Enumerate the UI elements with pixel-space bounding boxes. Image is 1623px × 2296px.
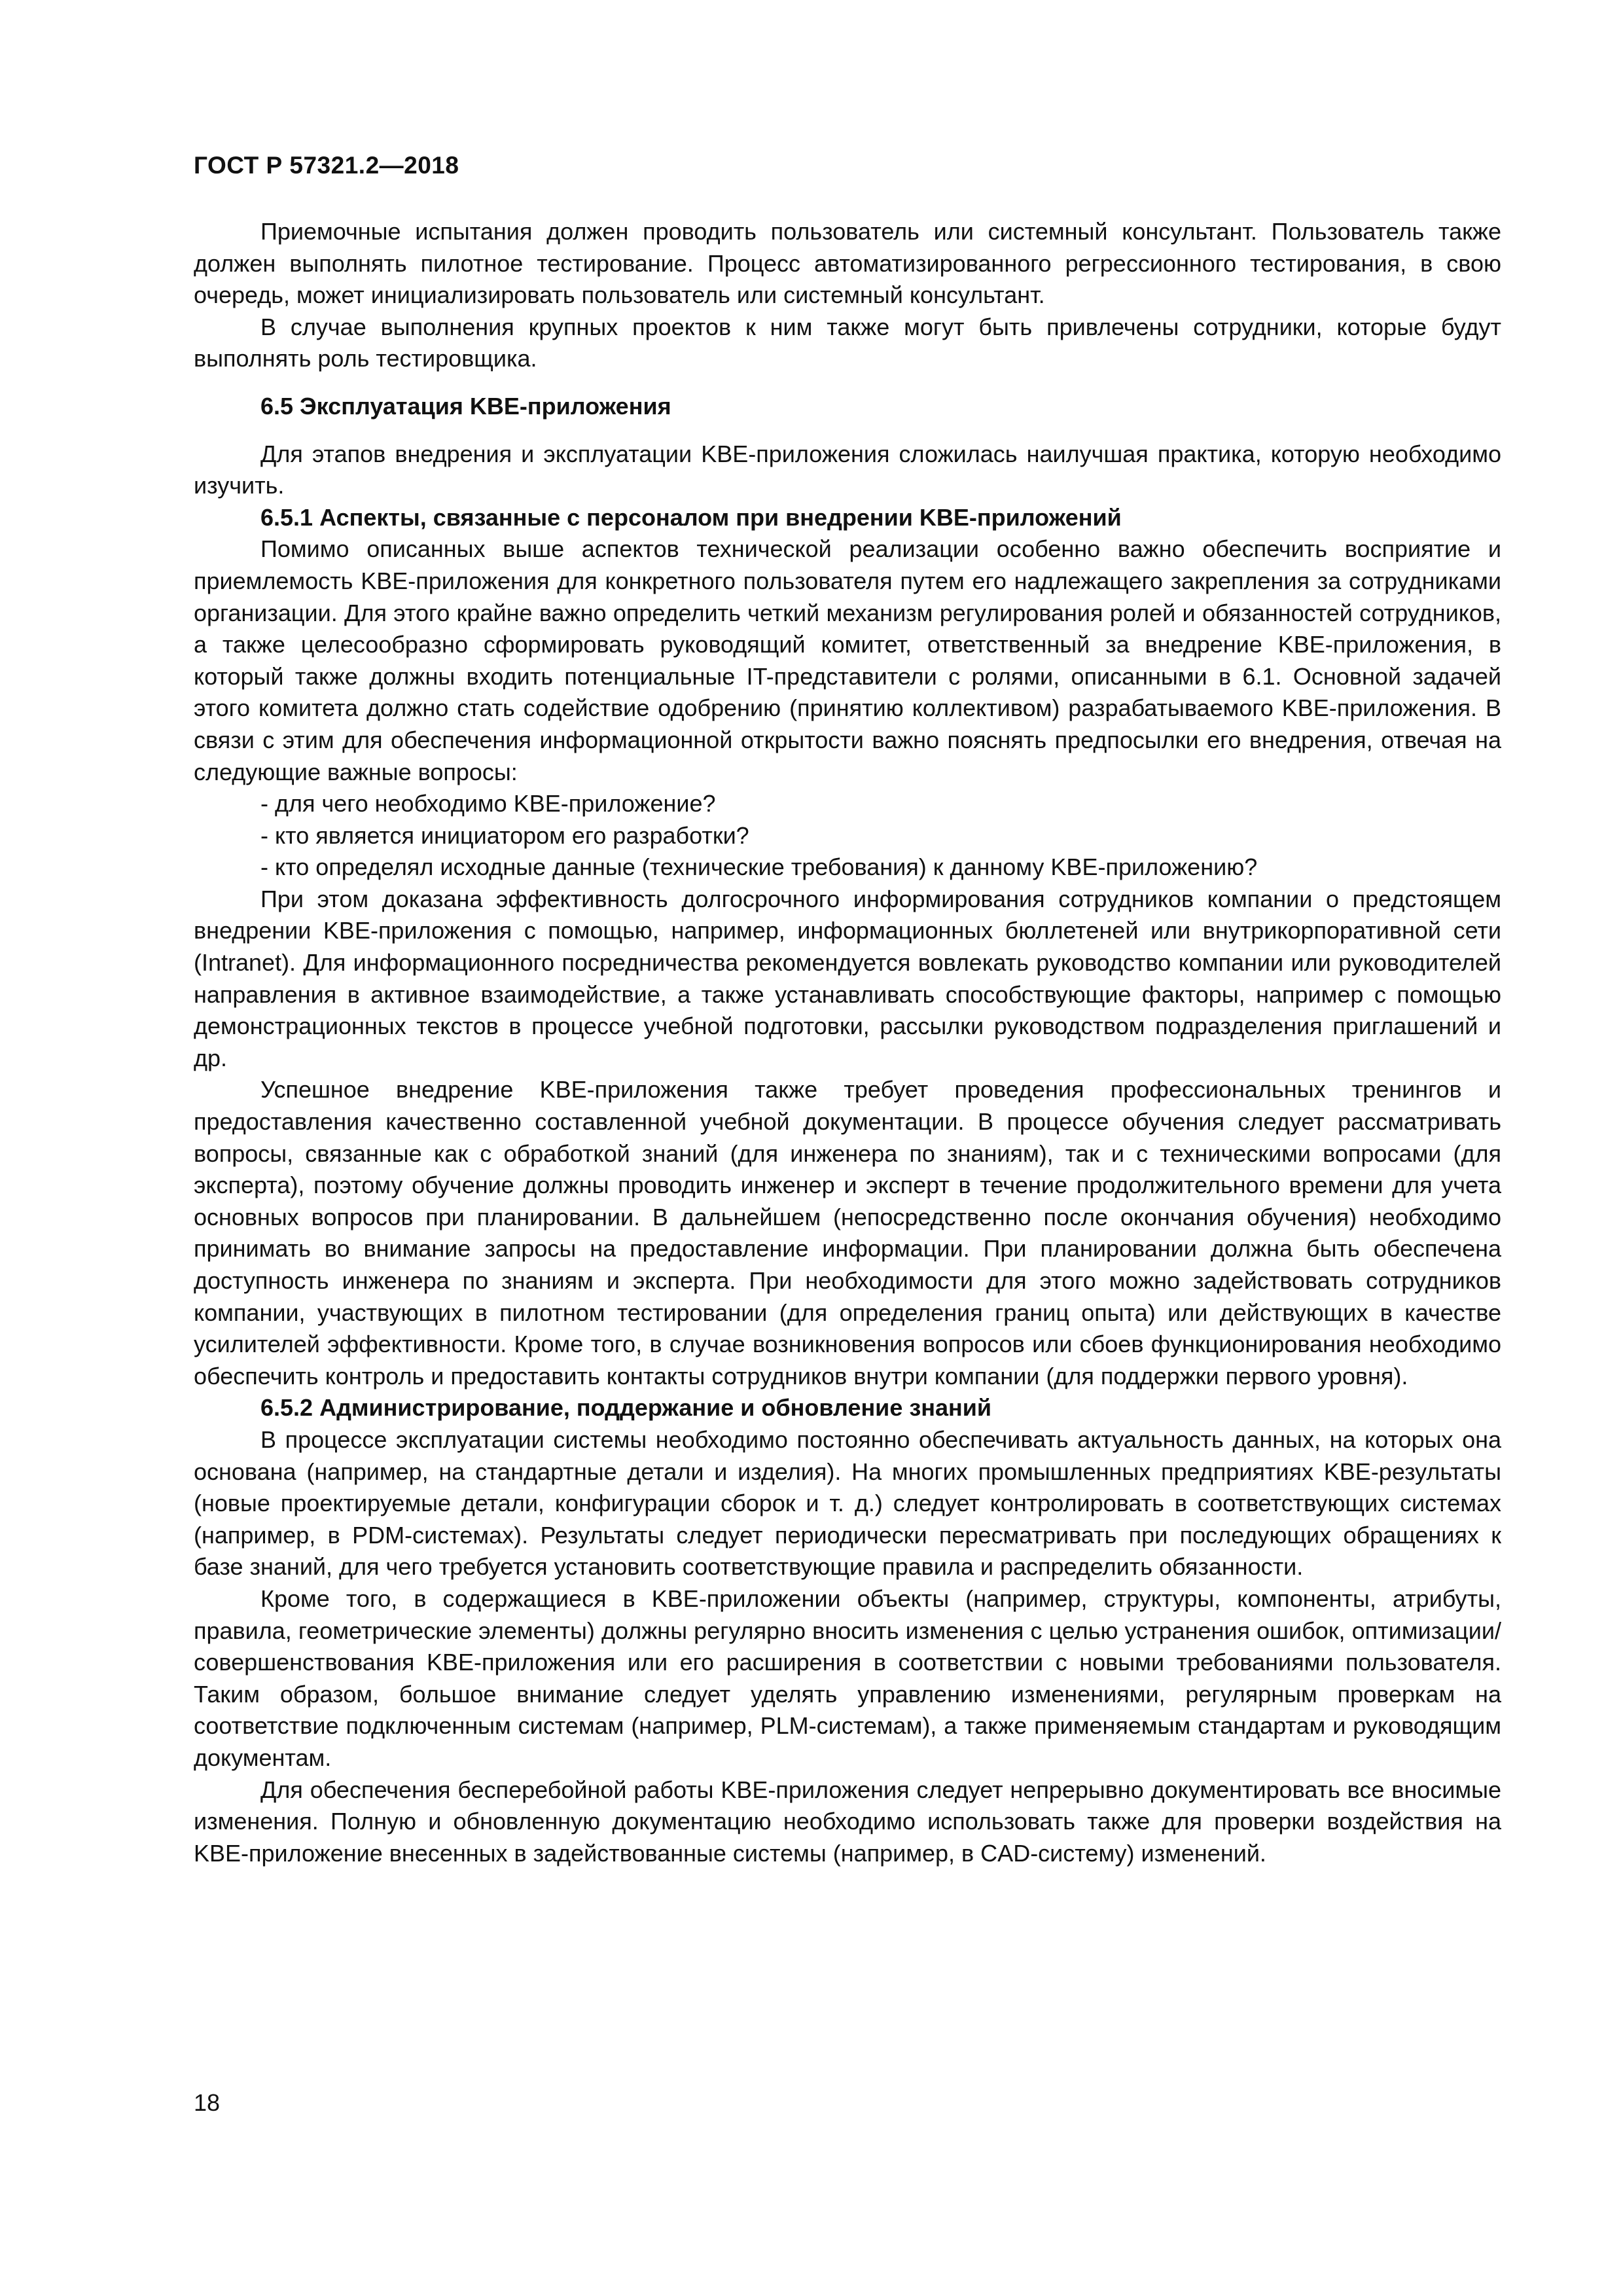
list-item-why: - для чего необходимо KBE-приложение? (260, 790, 716, 817)
document-body (194, 216, 1501, 1869)
paragraph-documentation: Для обеспечения бесперебойной работы KBE-приложения следует непрерывно документировать все вносимые изменения. Полную и обновленную документацию необходимо использовать также для проверки воздействия на KBE-приложение внесенных в задействованные системы (например, в CAD-систему) изменений. (194, 1776, 1501, 1867)
list-item-requirements: - кто определял исходные данные (технические требования) к данному KBE-приложению? (260, 853, 1258, 881)
paragraph-acceptance-testing: Приемочные испытания должен проводить пользователь или системный консультант. Пользователь также должен выполнять пилотное тестирование. Процесс автоматизированного регрессионного тестирования, в свою очередь, может инициализировать пользователь или системный консультант. (194, 218, 1501, 309)
paragraph-informing-staff: При этом доказана эффективность долгосрочного информирования сотрудников компании о предстоящем внедрении KBE-приложения с помощью, например, информационных бюллетеней или внутрикорпоративной сети (Intranet). Для информационного посредничества рекомендуется вовлекать руководство компании или руководителей направления в активное взаимодействие, а также устанавливать способствующие факторы, например с помощью демонстрационных текстов в процессе учебной подготовки, рассылки руководством подразделения приглашений и др. (194, 885, 1501, 1071)
page-number: 18 (194, 2089, 221, 2116)
document-code-header: ГОСТ Р 57321.2—2018 (194, 152, 459, 179)
paragraph-best-practice: Для этапов внедрения и эксплуатации KBE-приложения сложилась наилучшая практика, которую необходимо изучить. (194, 440, 1501, 499)
paragraph-large-projects: В случае выполнения крупных проектов к ним также могут быть привлечены сотрудники, которые будут выполнять роль тестировщика. (194, 313, 1501, 372)
list-item-initiator: - кто является инициатором его разработки? (260, 821, 749, 849)
section-heading-6-5: 6.5 Эксплуатация KBE-приложения (260, 392, 671, 420)
section-heading-6-5-2: 6.5.2 Администрирование, поддержание и обновление знаний (260, 1394, 992, 1422)
paragraph-personnel-aspects: Помимо описанных выше аспектов технической реализации особенно важно обеспечить восприятие и приемлемость KBE-приложения для конкретного пользователя путем его надлежащего закрепления за сотрудниками организации. Для этого крайне важно определить четкий механизм регулирования ролей и обязанностей сотрудников, а также целесообразно сформировать руководящий комитет, ответственный за внедрение KBE-приложения, в который также должны входить потенциальные IT-представители с ролями, описанными в 6.1. Основной задачей этого комитета должно стать содействие одобрению (принятию коллективом) разрабатываемого KBE-приложения. В связи с этим для обеспечения информационной открытости важно пояснять предпосылки его внедрения, отвечая на следующие важные вопросы: (194, 535, 1501, 785)
paragraph-change-management: Кроме того, в содержащиеся в KBE-приложении объекты (например, структуры, компоненты, атрибуты, правила, геометрические элементы) должны регулярно вносить изменения с целью устранения ошибок, оптимизации/совершенствования KBE-приложения или его расширения в соответствии с новыми требованиями пользователя. Таким образом, большое внимание следует уделять управлению изменениями, регулярным проверкам на соответствие подключенным системам (например, PLM-системам), а также применяемым стандартам и руководящим документам. (194, 1585, 1501, 1771)
paragraph-data-actuality: В процессе эксплуатации системы необходимо постоянно обеспечивать актуальность данных, на которых она основана (например, на стандартные детали и изделия). На многих промышленных предприятиях KBE-результаты (новые проектируемые детали, конфигурации сборок и т. д.) следует контролировать в соответствующих системах (например, в PDM-системах). Результаты следует периодически пересматривать при последующих обращениях к базе знаний, для чего требуется установить соответствующие правила и распределить обязанности. (194, 1426, 1501, 1581)
paragraph-training: Успешное внедрение KBE-приложения также требует проведения профессиональных тренингов и предоставления качественно составленной учебной документации. В процессе обучения следует рассматривать вопросы, связанные как с обработкой знаний (для инженера по знаниям), так и с техническими вопросами (для эксперта), поэтому обучение должны проводить инженер и эксперт в течение продолжительного времени для учета основных вопросов при планировании. В дальнейшем (непосредственно после окончания обучения) необходимо принимать во внимание запросы на предоставление информации. При планировании должна быть обеспечена доступность инженера по знаниям и эксперта. При необходимости для этого можно задействовать сотрудников компании, участвующих в пилотном тестировании (для определения границ опыта) или действующих в качестве усилителей эффективности. Кроме того, в случае возникновения вопросов или сбоев функционирования необходимо обеспечить контроль и предоставить контакты сотрудников внутри компании (для поддержки первого уровня). (194, 1076, 1501, 1390)
section-heading-6-5-1: 6.5.1 Аспекты, связанные с персоналом при внедрении KBE-приложений (260, 503, 1122, 531)
